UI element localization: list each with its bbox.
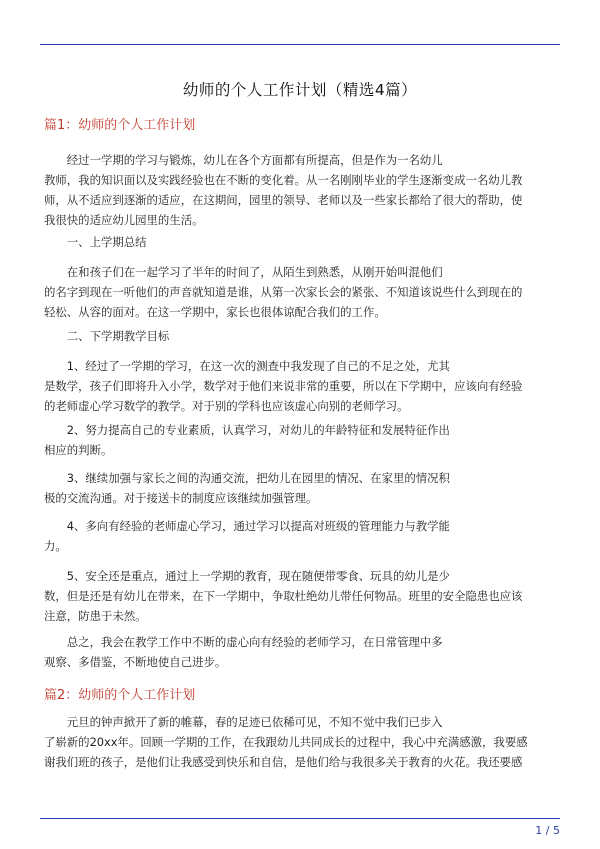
text-line: 总之，我会在教学工作中不断的虚心向有经验的老师学习，在日常管理中多 — [44, 635, 443, 649]
text-line: 元旦的钟声掀开了新的帷幕，春的足迹已依稀可见，不知不觉中我们已步入 — [44, 715, 443, 729]
text-line: 了崭新的20xx年。回顾一学期的工作，在我跟幼儿共同成长的过程中，我心中充满感激，我要感 — [44, 735, 528, 749]
paragraph — [44, 232, 556, 252]
paragraph — [44, 420, 556, 460]
text-line: 的名字到现在一听他们的声音就知道是谁，从第一次家长会的紧张、不知道该说些什么到现在的 — [44, 285, 523, 299]
text-line: 在和孩子们在一起学习了半年的时间了，从陌生到熟悉，从刚开始叫混他们 — [44, 265, 443, 279]
text-line: 3、继续加强与家长之间的沟通交流，把幼儿在园里的情况、在家里的情况积 — [44, 471, 450, 485]
text-line: 轻松、从容的面对。在这一学期中，家长也很体谅配合我们的工作。 — [44, 305, 386, 319]
subheading: 二、下学期教学目标 — [44, 329, 170, 343]
text-line: 师，从不适应到逐渐的适应，在这期间，园里的领导、老师以及一些家长都给了很大的帮助，使 — [44, 193, 523, 207]
text-line: 2、努力提高自己的专业素质，认真学习，对幼儿的年龄特征和发展特征作出 — [44, 423, 450, 437]
text-line: 观察、多借鉴，不断地使自己进步。 — [44, 655, 227, 669]
text-line: 5、安全还是重点，通过上一学期的教育，现在随便带零食、玩具的幼儿是少 — [44, 569, 450, 583]
subheading: 一、上学期总结 — [44, 235, 147, 249]
text-line: 注意，防患于未然。 — [44, 609, 147, 623]
text-line: 是数学，孩子们即将升入小学，数学对于他们来说非常的重要，所以在下学期中，应该向有经验 — [44, 379, 523, 393]
text-line: 经过一学期的学习与锻炼，幼儿在各个方面都有所提高，但是作为一名幼儿 — [44, 153, 443, 167]
paragraph — [44, 712, 556, 772]
paragraph — [44, 632, 556, 672]
page-indicator: 1 / 5 — [535, 824, 560, 837]
header-rule — [40, 44, 560, 45]
paragraph — [44, 468, 556, 508]
text-line: 谢我们班的孩子，是他们让我感受到快乐和自信，是他们给与我很多关于教育的火花。我还要感 — [44, 755, 523, 769]
paragraph — [44, 516, 556, 556]
text-line: 相应的判断。 — [44, 443, 113, 457]
text-line: 力。 — [44, 539, 67, 553]
text-line: 教师，我的知识面以及实践经验也在不断的变化着。从一名刚刚毕业的学生逐渐变成一名幼儿教 — [44, 173, 523, 187]
text-line: 我很快的适应幼儿园里的生活。 — [44, 213, 204, 227]
paragraph — [44, 262, 556, 322]
paragraph — [44, 566, 556, 626]
section-heading-1: 篇1：幼师的个人工作计划 — [44, 118, 196, 133]
text-line: 数，但是还是有幼儿在带来，在下一学期中，争取杜绝幼儿带任何物品。班里的安全隐患也应该 — [44, 589, 523, 603]
section-heading-2: 篇2：幼师的个人工作计划 — [44, 688, 196, 703]
footer-rule — [40, 818, 560, 819]
document-title: 幼师的个人工作计划（精选4篇） — [182, 81, 418, 99]
text-line: 极的交流沟通。对于接送卡的制度应该继续加强管理。 — [44, 491, 318, 505]
text-line: 4、多向有经验的老师虚心学习，通过学习以提高对班级的管理能力与教学能 — [44, 519, 450, 533]
text-line: 1、经过了一学期的学习，在这一次的测查中我发现了自己的不足之处，尤其 — [44, 359, 450, 373]
paragraph — [44, 326, 556, 346]
text-line: 的老师虚心学习数学的教学。对于别的学科也应该虚心向别的老师学习。 — [44, 399, 409, 413]
paragraph — [44, 150, 556, 230]
paragraph — [44, 356, 556, 416]
